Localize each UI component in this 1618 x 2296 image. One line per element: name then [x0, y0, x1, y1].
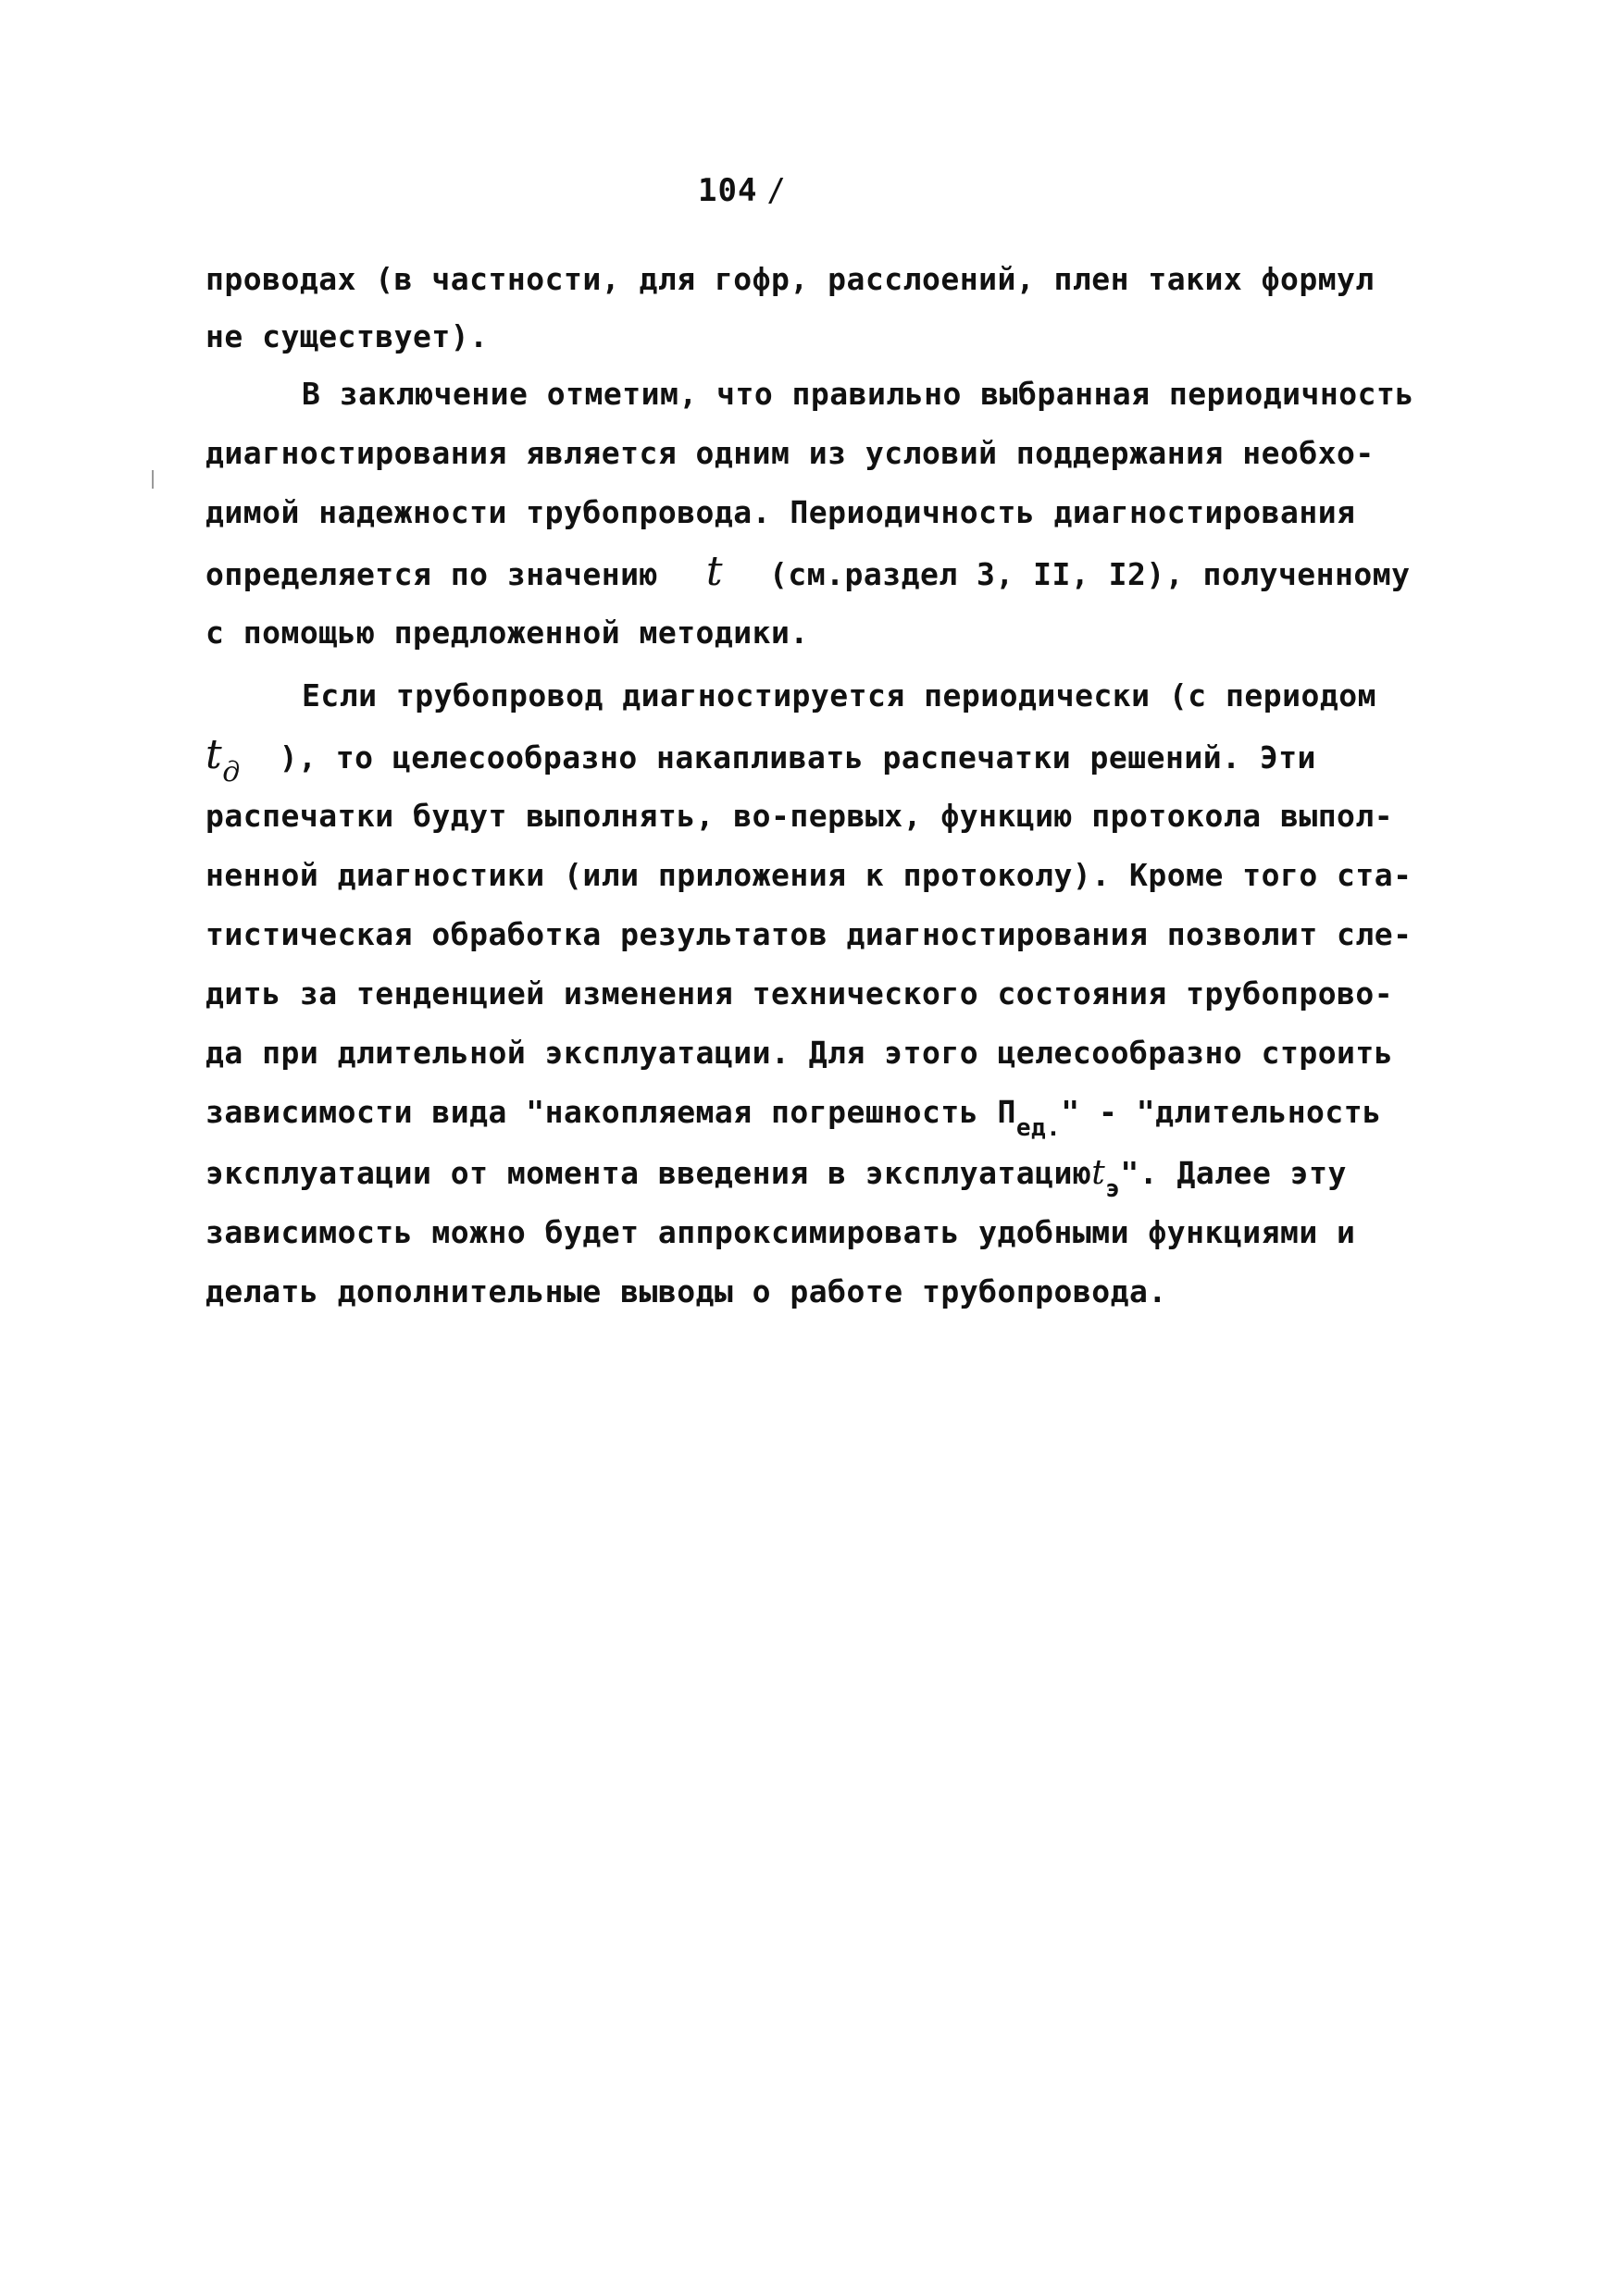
text-line-14: да при длительной эксплуатации. Для этого целесообразно строить — [205, 1035, 1394, 1071]
text-line-5: димой надежности трубопровода. Периодичность диагностирования — [205, 494, 1356, 530]
text-line-12: тистическая обработка результатов диагностирования позволит сле- — [205, 916, 1413, 952]
page-number — [698, 172, 787, 209]
handwritten-td-subscript: д — [222, 756, 241, 788]
handwritten-te-symbol: t — [1091, 1154, 1106, 1192]
handwritten-t-symbol: t — [705, 548, 724, 595]
text-line-9-post: ), то целесообразно накапливать распечатки решений. Эти — [279, 739, 1316, 776]
text-line-18: делать дополнительные выводы о работе трубопровода. — [205, 1273, 1167, 1309]
text-line-16-pre: эксплуатации от момента введения в эксплуатацию — [205, 1155, 1092, 1191]
text-line-6-post: (см.раздел 3, II, I2), полученному — [769, 556, 1411, 592]
page-number-value: 104 — [698, 172, 758, 209]
handwritten-te-subscript: э — [1105, 1175, 1121, 1203]
handwritten-td-symbol: t — [205, 731, 223, 778]
text-line-4: диагностирования является одним из условий поддержания необхо- — [205, 435, 1375, 471]
text-line-15-subscript: ед. — [1015, 1114, 1062, 1142]
text-line-16 — [205, 1155, 1347, 1208]
text-line-6 — [205, 548, 1411, 595]
text-line-10: распечатки будут выполнять, во-первых, функцию протокола выпол- — [205, 798, 1394, 834]
text-line-3: В заключение отметим, что правильно выбранная периодичность — [302, 376, 1414, 412]
text-line-17: зависимость можно будет аппроксимировать удобными функциями и — [205, 1214, 1356, 1250]
text-line-15-pre: зависимости вида "накопляемая погрешность П — [205, 1094, 1016, 1130]
text-line-1: проводах (в частности, для гофр, расслоений, плен таких формул — [205, 261, 1375, 297]
text-line-2: не существует). — [205, 318, 489, 354]
text-line-6-pre: определяется по значению — [205, 556, 658, 592]
text-line-7: с помощью предложенной методики. — [205, 614, 809, 651]
text-line-16-post: ". Далее эту — [1120, 1155, 1347, 1191]
margin-mark — [152, 470, 154, 489]
text-line-8: Если трубопровод диагностируется периодически (с периодом — [302, 677, 1376, 714]
page-number-mark: / — [766, 172, 787, 209]
text-line-15-post: " - "длительность — [1061, 1094, 1382, 1130]
text-line-15 — [205, 1094, 1382, 1147]
text-line-13: дить за тенденцией изменения технического состояния трубопрово- — [205, 975, 1394, 1011]
text-line-11: ненной диагностики (или приложения к протоколу). Кроме того ста- — [205, 857, 1413, 893]
text-line-9 — [205, 731, 1316, 791]
